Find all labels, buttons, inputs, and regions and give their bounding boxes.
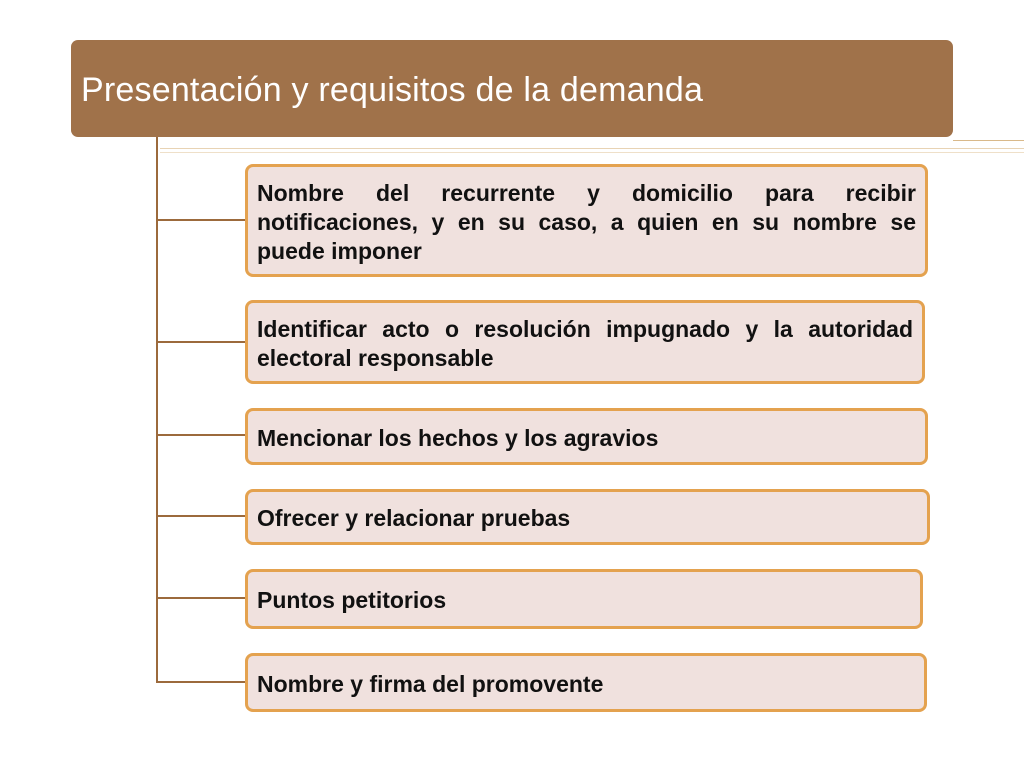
tree-connector-branch-4: [156, 515, 248, 517]
requirement-box-2: [245, 300, 925, 384]
tree-connector-branch-5: [156, 597, 248, 599]
requirement-text-5: Puntos petitorios: [257, 587, 447, 613]
requirement-text-3: Mencionar los hechos y los agravios: [257, 424, 659, 451]
tree-connector-branch-3: [156, 434, 248, 436]
title-header: [71, 40, 953, 137]
requirement-box-6: [245, 653, 927, 712]
requirement-box-5: [245, 569, 923, 629]
requirement-text-6: Nombre y firma del promovente: [257, 670, 604, 697]
decorative-line-bottom: [160, 152, 1024, 153]
requirement-text-4: Ofrecer y relacionar pruebas: [257, 505, 571, 531]
slide-title: Presentación y requisitos de la demanda: [81, 71, 704, 109]
tree-connector-branch-1: [156, 219, 248, 221]
decorative-line-top: [953, 140, 1024, 141]
requirement-box-1: [245, 164, 928, 277]
decorative-line-middle: [160, 148, 1024, 149]
tree-connector-branch-2: [156, 341, 248, 343]
requirement-text-2: Identificar acto o resolución impugnado y la autoridad electoral responsable: [257, 315, 913, 371]
requirement-box-3: [245, 408, 928, 465]
requirement-box-4: [245, 489, 930, 545]
requirement-text-1: Nombre del recurrente y domicilio para recibir notificaciones, y en su caso, a quien en su nombre se puede imponer: [257, 179, 916, 264]
tree-connector-branch-6: [156, 681, 248, 683]
